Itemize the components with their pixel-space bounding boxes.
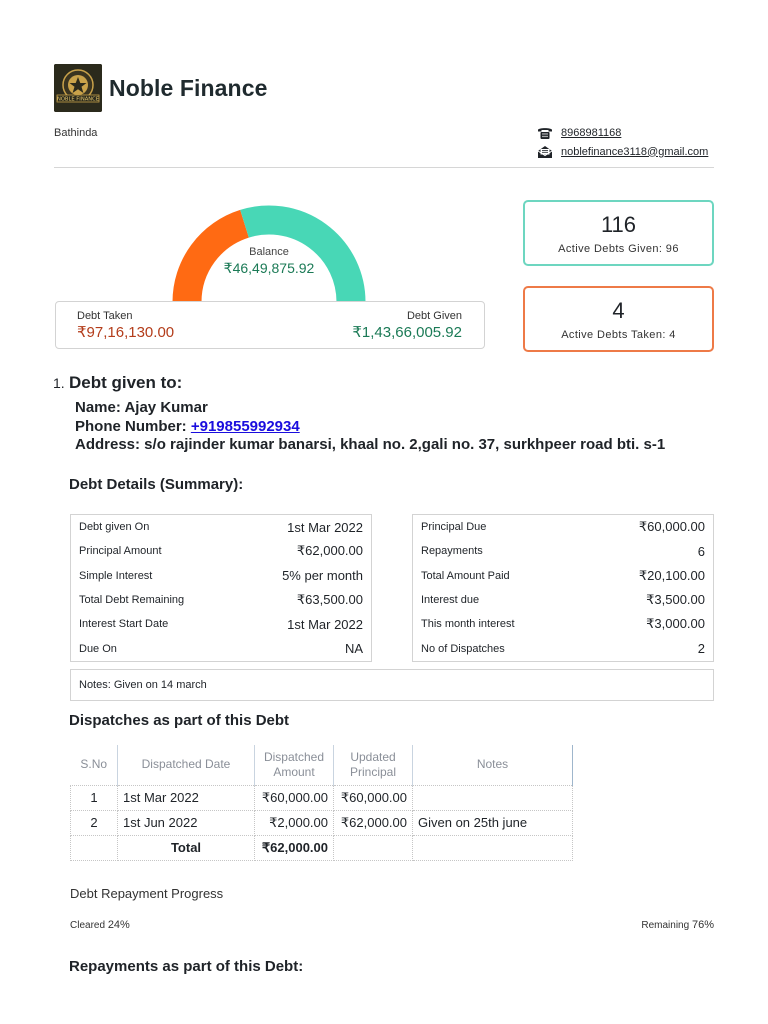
debts-taken-card — [523, 286, 714, 352]
city-label: Bathinda — [54, 127, 98, 139]
debt-given-label: Debt Given — [406, 310, 462, 322]
contact-info — [537, 123, 708, 161]
total-amount: ₹62,000.00 — [255, 835, 334, 860]
debt-section-title: Debt given to: — [69, 373, 183, 392]
debts-taken-count: 4 — [612, 298, 625, 323]
telephone-icon — [537, 126, 553, 140]
table-total-row — [71, 835, 573, 860]
table-row: 2 1st Jun 2022 ₹2,000.00 ₹62,000.00 Given on 25th june — [71, 810, 573, 835]
repayments-heading: Repayments as part of this Debt: — [69, 958, 304, 975]
summary-row: Total Debt Remaining ₹63,500.00 — [79, 592, 363, 608]
summary-row: No of Dispatches 2 — [421, 641, 705, 657]
mail-icon — [537, 145, 553, 159]
summary-row: Due On NA — [79, 641, 363, 657]
summary-row: This month interest ₹3,000.00 — [421, 616, 705, 632]
balance-value: ₹46,49,875.92 — [223, 260, 315, 276]
active-debts-given: Active Debts Given: 96 — [558, 243, 679, 255]
col-dispatched-date: Dispatched Date — [118, 745, 255, 785]
summary-row: Principal Due ₹60,000.00 — [421, 519, 705, 535]
brand-name: Noble Finance — [109, 74, 268, 101]
header-divider — [54, 167, 714, 168]
table-row: 1 1st Mar 2022 ₹60,000.00 ₹60,000.00 — [71, 785, 573, 810]
remaining-value: 76% — [691, 919, 714, 931]
summary-row: Principal Amount ₹62,000.00 — [79, 543, 363, 559]
header — [54, 63, 268, 113]
email-row — [537, 142, 708, 161]
active-debts-taken: Active Debts Taken: 4 — [561, 329, 676, 341]
debt-notes: Notes: Given on 14 march — [70, 669, 714, 701]
phone-row — [537, 123, 708, 142]
col-dispatched-amount: Dispatched Amount — [255, 745, 334, 785]
borrower-info — [75, 399, 665, 455]
logo-text: NOBLE FINANCE — [56, 96, 100, 103]
dispatches-table — [70, 745, 573, 861]
debt-list-number: 1. — [53, 375, 65, 391]
active-debts-taken-value: 4 — [669, 329, 676, 341]
summary-right-table — [412, 514, 714, 662]
phone-link[interactable]: 8968981168 — [561, 126, 622, 139]
summary-row: Interest Start Date 1st Mar 2022 — [79, 616, 363, 632]
borrower-name: Name: Ajay Kumar — [75, 399, 208, 416]
debts-given-count: 116 — [600, 212, 637, 237]
summary-row: Total Amount Paid ₹20,100.00 — [421, 567, 705, 583]
summary-left-table — [70, 514, 372, 662]
summary-row: Repayments 6 — [421, 543, 705, 559]
table-header-row — [71, 745, 573, 785]
logo — [54, 64, 102, 112]
col-updated-principal: Updated Principal — [334, 745, 413, 785]
borrower-phone: Phone Number: +919855992934 — [75, 417, 300, 435]
debt-given-value: ₹1,43,66,005.92 — [352, 324, 462, 341]
debt-taken-label: Debt Taken — [77, 310, 133, 322]
summary-row: Debt given On 1st Mar 2022 — [79, 519, 363, 535]
summary-row: Interest due ₹3,500.00 — [421, 592, 705, 608]
remaining-progress: Remaining 76% — [641, 919, 714, 931]
col-notes: Notes — [413, 745, 573, 785]
col-sno: S.No — [71, 745, 118, 785]
email-link[interactable]: noblefinance3118@gmail.com — [561, 145, 709, 158]
summary-row: Simple Interest 5% per month — [79, 568, 363, 584]
dispatches-heading: Dispatches as part of this Debt — [69, 712, 290, 729]
summary-heading: Debt Details (Summary): — [69, 476, 244, 493]
balance-label: Balance — [249, 246, 289, 258]
borrower-phone-link[interactable]: +919855992934 — [190, 417, 300, 435]
debt-taken-value: ₹97,16,130.00 — [77, 324, 175, 341]
cleared-progress: Cleared 24% — [70, 919, 130, 931]
progress-title: Debt Repayment Progress — [70, 886, 224, 901]
cleared-value: 24% — [107, 919, 130, 931]
debts-given-card — [523, 200, 714, 266]
total-label: Total — [118, 835, 255, 860]
debt-totals-box — [55, 301, 485, 349]
active-debts-given-value: 96 — [665, 243, 679, 255]
borrower-address: Address: s/o rajinder kumar banarsi, khaal no. 2,gali no. 37, surkhpeer road bti. s-1 — [75, 436, 666, 453]
